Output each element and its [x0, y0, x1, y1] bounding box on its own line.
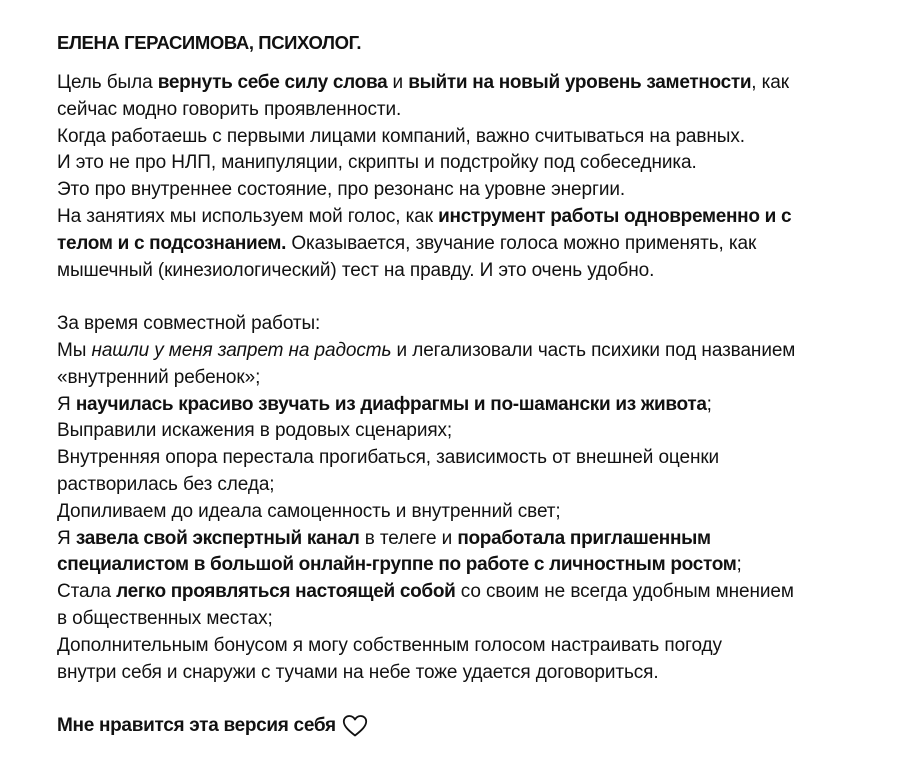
- intro-paragraph: [57, 70, 877, 686]
- text: Я: [57, 393, 76, 415]
- text: со своим не всегда удобным мнением: [455, 581, 794, 603]
- result-item-continued: «внутренний ребенок»;: [57, 366, 261, 388]
- result-item: [57, 338, 877, 365]
- bold-text: телом и с подсознанием.: [57, 232, 287, 254]
- text: ;: [736, 554, 742, 576]
- result-item: Внутренняя опора перестала прогибаться, зависимость от внешней оценки: [57, 447, 720, 469]
- text: и легализовали часть психики под названием: [391, 339, 796, 361]
- bold-text: инструмент работы одновременно и с: [438, 205, 792, 227]
- bold-text: завела свой экспертный канал: [75, 527, 360, 549]
- text-line: [57, 70, 877, 97]
- result-item: [57, 526, 877, 553]
- text: Я: [57, 527, 76, 549]
- text: , как: [751, 72, 789, 93]
- author-title: ЕЛЕНА ГЕРАСИМОВА, ПСИХОЛОГ.: [57, 32, 362, 53]
- heart-outline-icon: [342, 714, 368, 738]
- closing-text: Мне нравится эта версия себя: [57, 715, 336, 737]
- result-item: [57, 392, 877, 419]
- text: Мы: [57, 339, 92, 361]
- text-line: Это про внутреннее состояние, про резонанс на уровне энергии.: [57, 179, 626, 201]
- text-line: мышечный (кинезиологический) тест на правду. И это очень удобно.: [57, 259, 655, 281]
- text-line: И это не про НЛП, манипуляции, скрипты и подстройку под собеседника.: [57, 152, 697, 174]
- text: и: [387, 72, 409, 93]
- result-item: Выправили искажения в родовых сценариях;: [57, 420, 453, 442]
- italic-text: нашли у меня запрет на радость: [91, 339, 392, 361]
- result-item: Допиливаем до идеала самоценность и внутренний свет;: [57, 500, 561, 522]
- text: ;: [706, 393, 712, 415]
- bold-text: поработала приглашенным: [457, 527, 711, 549]
- bold-text: легко проявляться настоящей собой: [116, 581, 456, 603]
- result-item-continued: [57, 552, 877, 579]
- bold-text: вернуть себе силу слова: [157, 72, 388, 93]
- spacer: [57, 284, 877, 311]
- bold-text: специалистом в большой онлайн-группе по работе с личностным ростом: [57, 554, 737, 576]
- bold-text: научилась красиво звучать из диафрагмы и по-шамански из живота: [75, 393, 707, 415]
- result-item-continued: растворилась без следа;: [57, 473, 275, 495]
- result-item: Дополнительным бонусом я могу собственным голосом настраивать погоду: [57, 634, 722, 656]
- result-item-continued: в общественных местах;: [57, 607, 273, 629]
- closing-line: [57, 713, 877, 739]
- text: в телеге и: [359, 527, 458, 549]
- bold-text: выйти на новый уровень заметности: [408, 72, 752, 93]
- text: Стала: [57, 581, 117, 603]
- result-item: [57, 579, 877, 606]
- text: Цель была: [57, 72, 158, 93]
- results-heading: За время совместной работы:: [57, 313, 321, 335]
- text: На занятиях мы используем мой голос, как: [57, 205, 439, 227]
- text-line: Когда работаешь с первыми лицами компаний, важно считываться на равных.: [57, 125, 745, 147]
- text-line: [57, 204, 877, 231]
- result-item-continued: внутри себя и снаружи с тучами на небе тоже удается договориться.: [57, 661, 659, 683]
- text-line: [57, 231, 877, 258]
- text-line: сейчас модно говорить проявленности.: [57, 98, 402, 120]
- text: Оказывается, звучание голоса можно применять, как: [286, 232, 757, 254]
